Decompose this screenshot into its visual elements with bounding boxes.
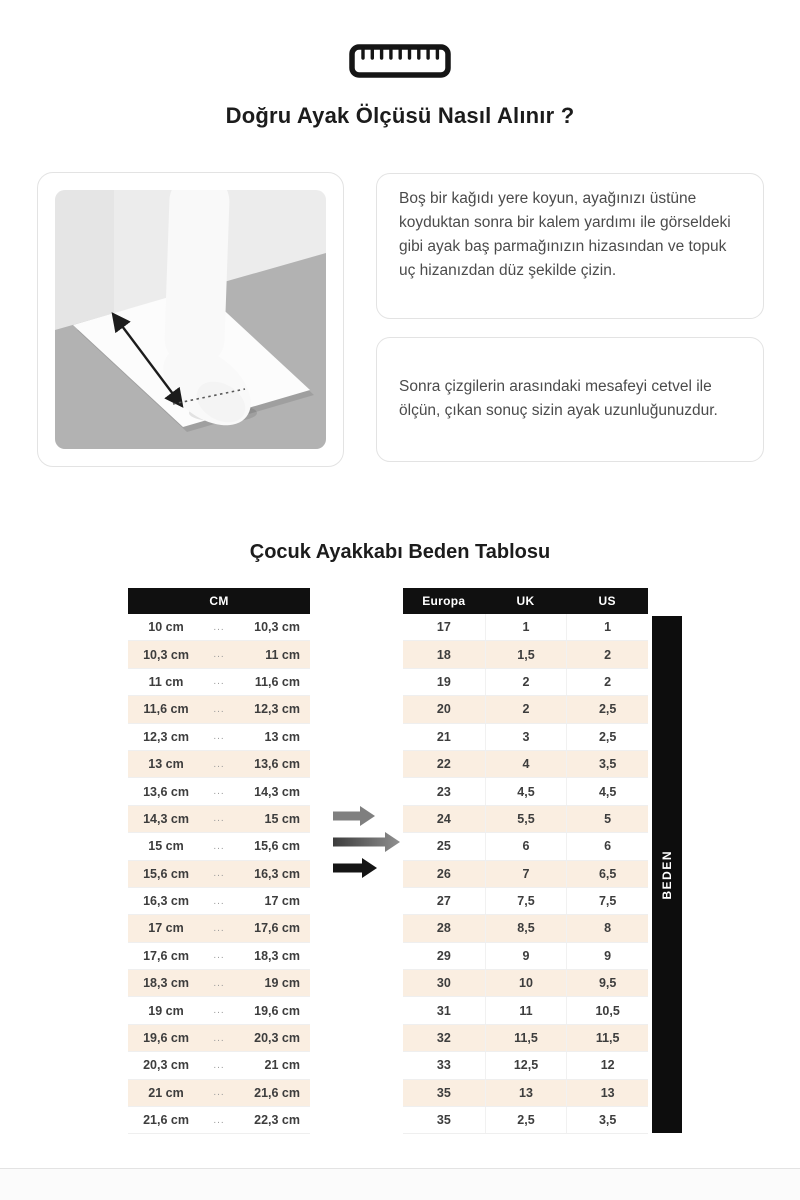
cm-max-value: 17 cm — [264, 894, 300, 909]
cm-max-value: 20,3 cm — [254, 1031, 300, 1046]
range-dots: ... — [213, 922, 225, 934]
range-dots: ... — [213, 868, 225, 880]
size-table-row — [403, 778, 648, 805]
cm-table-row — [128, 1052, 310, 1079]
size-value-uk: 6 — [485, 833, 567, 859]
size-value-us: 1 — [566, 614, 648, 640]
cm-min-value: 15 cm — [148, 839, 184, 854]
size-value-us: 9 — [566, 943, 648, 969]
size-value-uk: 5,5 — [485, 806, 567, 832]
size-value-uk: 3 — [485, 724, 567, 750]
cm-max-value: 13 cm — [264, 729, 300, 744]
size-table-row — [403, 861, 648, 888]
cm-min-value: 15,6 cm — [143, 866, 189, 881]
cm-min-value: 11,6 cm — [143, 702, 189, 717]
size-value-uk: 11,5 — [485, 1025, 567, 1051]
size-table-row — [403, 1107, 648, 1134]
cm-max-value: 19 cm — [264, 976, 300, 991]
size-value-europa: 20 — [436, 702, 451, 717]
beden-label: BEDEN — [660, 849, 674, 900]
cm-max-value: 22,3 cm — [254, 1113, 300, 1128]
size-value-europa: 19 — [436, 674, 451, 689]
instruction-text-1: Boş bir kağıdı yere koyun, ayağınızı üstüne koyduktan sonra bir kalem yardımı ile görseldeki gibi ayak baş parmağınızın hizasından ve topuk uç hizanızdan düz şekilde çizin. — [399, 190, 731, 279]
cm-max-value: 15,6 cm — [254, 839, 300, 854]
cm-table-row — [128, 861, 310, 888]
foot-measure-photo-card — [37, 172, 344, 467]
cm-min-value: 17 cm — [148, 921, 184, 936]
size-value-uk: 4 — [485, 751, 567, 777]
size-value-europa: 31 — [436, 1003, 451, 1018]
size-value-uk: 2 — [485, 669, 567, 695]
range-dots: ... — [213, 840, 225, 852]
cm-table-row — [128, 778, 310, 805]
size-value-us: 2 — [566, 641, 648, 667]
cm-max-value: 14,3 cm — [254, 784, 300, 799]
size-table-row — [403, 888, 648, 915]
range-dots: ... — [213, 731, 225, 743]
cm-min-value: 12,3 cm — [143, 729, 189, 744]
foot-on-paper-illustration — [55, 190, 326, 449]
size-table-title: Çocuk Ayakkabı Beden Tablosu — [249, 541, 551, 563]
size-value-us: 8 — [566, 915, 648, 941]
size-value-europa: 30 — [436, 976, 451, 991]
cm-max-value: 13,6 cm — [254, 757, 300, 772]
instruction-text-2: Sonra çizgilerin arasındaki mesafeyi cetvel ile ölçün, çıkan sonuç sizin ayak uzunluğunuzdur. — [399, 378, 718, 419]
cm-min-value: 13 cm — [148, 757, 184, 772]
cm-table-row — [128, 888, 310, 915]
cm-max-value: 16,3 cm — [254, 866, 300, 881]
cm-max-value: 15 cm — [264, 811, 300, 826]
cm-max-value: 21 cm — [264, 1058, 300, 1073]
size-value-europa: 35 — [436, 1085, 451, 1100]
size-value-us: 2 — [566, 669, 648, 695]
size-table-row — [403, 833, 648, 860]
size-table-row — [403, 641, 648, 668]
cm-table-row — [128, 943, 310, 970]
size-value-us: 6 — [566, 833, 648, 859]
cm-min-value: 10 cm — [148, 620, 184, 635]
size-table-header — [403, 588, 648, 614]
size-value-uk: 1,5 — [485, 641, 567, 667]
range-dots: ... — [213, 1059, 225, 1071]
cm-min-value: 20,3 cm — [143, 1058, 189, 1073]
cm-max-value: 18,3 cm — [254, 948, 300, 963]
ruler-icon — [0, 44, 800, 83]
cm-max-value: 10,3 cm — [254, 620, 300, 635]
cm-header-label: CM — [209, 594, 229, 608]
size-table-row — [403, 1025, 648, 1052]
cm-min-value: 21 cm — [148, 1085, 184, 1100]
beden-side-bar — [652, 616, 682, 1133]
size-value-us: 2,5 — [566, 696, 648, 722]
size-value-us: 4,5 — [566, 778, 648, 804]
page-title: Doğru Ayak Ölçüsü Nasıl Alınır ? — [225, 103, 575, 128]
cm-max-value: 21,6 cm — [254, 1085, 300, 1100]
size-table-row — [403, 1052, 648, 1079]
size-value-uk: 12,5 — [485, 1052, 567, 1078]
cm-min-value: 19 cm — [148, 1003, 184, 1018]
bottom-strip — [0, 1169, 800, 1200]
size-value-europa: 22 — [436, 757, 451, 772]
range-dots: ... — [213, 1087, 225, 1099]
cm-min-value: 19,6 cm — [143, 1031, 189, 1046]
size-value-us: 7,5 — [566, 888, 648, 914]
size-value-europa: 33 — [436, 1058, 451, 1073]
size-value-europa: 25 — [436, 839, 451, 854]
size-table-row — [403, 696, 648, 723]
cm-max-value: 11,6 cm — [254, 674, 300, 689]
size-table-row — [403, 614, 648, 641]
size-value-uk: 7 — [485, 861, 567, 887]
cm-min-value: 14,3 cm — [143, 811, 189, 826]
size-value-uk: 8,5 — [485, 915, 567, 941]
cm-max-value: 17,6 cm — [254, 921, 300, 936]
cm-max-value: 12,3 cm — [254, 702, 300, 717]
size-value-uk: 9 — [485, 943, 567, 969]
range-dots: ... — [213, 950, 225, 962]
cm-min-value: 18,3 cm — [143, 976, 189, 991]
size-value-uk: 11 — [485, 997, 567, 1023]
size-value-us: 12 — [566, 1052, 648, 1078]
cm-table — [128, 588, 310, 1134]
size-value-europa: 27 — [436, 894, 451, 909]
size-value-us: 2,5 — [566, 724, 648, 750]
size-value-europa: 17 — [436, 620, 451, 635]
size-table-row — [403, 724, 648, 751]
size-value-europa: 32 — [436, 1031, 451, 1046]
cm-table-row — [128, 641, 310, 668]
instruction-box-2 — [376, 337, 764, 462]
size-value-uk: 4,5 — [485, 778, 567, 804]
size-table-row — [403, 970, 648, 997]
range-dots: ... — [213, 1032, 225, 1044]
size-value-europa: 18 — [436, 647, 451, 662]
size-value-europa: 23 — [436, 784, 451, 799]
range-dots: ... — [213, 676, 225, 688]
cm-min-value: 21,6 cm — [143, 1113, 189, 1128]
size-table-row — [403, 806, 648, 833]
cm-table-body — [128, 614, 310, 1134]
size-value-europa: 21 — [436, 729, 451, 744]
size-value-uk: 10 — [485, 970, 567, 996]
cm-table-row — [128, 806, 310, 833]
size-value-us: 9,5 — [566, 970, 648, 996]
cm-max-value: 19,6 cm — [254, 1003, 300, 1018]
cm-table-row — [128, 614, 310, 641]
size-value-us: 6,5 — [566, 861, 648, 887]
size-table-row — [403, 669, 648, 696]
range-dots: ... — [213, 649, 225, 661]
size-value-europa: 26 — [436, 866, 451, 881]
range-dots: ... — [213, 786, 225, 798]
range-dots: ... — [213, 895, 225, 907]
cm-table-row — [128, 833, 310, 860]
size-value-uk: 1 — [485, 614, 567, 640]
range-dots: ... — [213, 621, 225, 633]
cm-max-value: 11 cm — [265, 647, 300, 662]
size-table-body — [403, 614, 648, 1134]
cm-table-row — [128, 970, 310, 997]
size-value-europa: 35 — [436, 1113, 451, 1128]
range-dots: ... — [213, 1114, 225, 1126]
size-value-uk: 13 — [485, 1080, 567, 1106]
size-table-row — [403, 915, 648, 942]
cm-min-value: 16,3 cm — [143, 894, 189, 909]
size-value-uk: 7,5 — [485, 888, 567, 914]
cm-table-row — [128, 669, 310, 696]
triple-right-arrows-icon — [333, 806, 403, 885]
size-value-europa: 28 — [436, 921, 451, 936]
size-header-europa: Europa — [422, 594, 466, 608]
cm-min-value: 13,6 cm — [143, 784, 189, 799]
range-dots: ... — [213, 977, 225, 989]
cm-table-header — [128, 588, 310, 614]
cm-table-row — [128, 751, 310, 778]
size-value-us: 13 — [566, 1080, 648, 1106]
size-value-uk: 2 — [485, 696, 567, 722]
size-value-europa: 29 — [436, 948, 451, 963]
cm-table-row — [128, 696, 310, 723]
cm-table-row — [128, 915, 310, 942]
cm-table-row — [128, 1080, 310, 1107]
range-dots: ... — [213, 758, 225, 770]
size-value-us: 3,5 — [566, 1107, 648, 1133]
size-table-row — [403, 943, 648, 970]
cm-table-row — [128, 1107, 310, 1134]
size-header-uk: UK — [516, 594, 535, 608]
range-dots: ... — [213, 703, 225, 715]
size-table-row — [403, 751, 648, 778]
range-dots: ... — [213, 813, 225, 825]
size-value-us: 5 — [566, 806, 648, 832]
size-value-uk: 2,5 — [485, 1107, 567, 1133]
cm-min-value: 17,6 cm — [143, 948, 189, 963]
size-table-row — [403, 1080, 648, 1107]
cm-table-row — [128, 997, 310, 1024]
size-table — [403, 588, 648, 1134]
size-header-us: US — [598, 594, 616, 608]
cm-min-value: 10,3 cm — [143, 647, 189, 662]
size-value-us: 3,5 — [566, 751, 648, 777]
size-value-us: 10,5 — [566, 997, 648, 1023]
size-value-us: 11,5 — [566, 1025, 648, 1051]
size-table-row — [403, 997, 648, 1024]
range-dots: ... — [213, 1005, 225, 1017]
size-value-europa: 24 — [436, 811, 451, 826]
cm-table-row — [128, 1025, 310, 1052]
cm-min-value: 11 cm — [148, 674, 184, 689]
cm-table-row — [128, 724, 310, 751]
instruction-box-1 — [376, 173, 764, 319]
